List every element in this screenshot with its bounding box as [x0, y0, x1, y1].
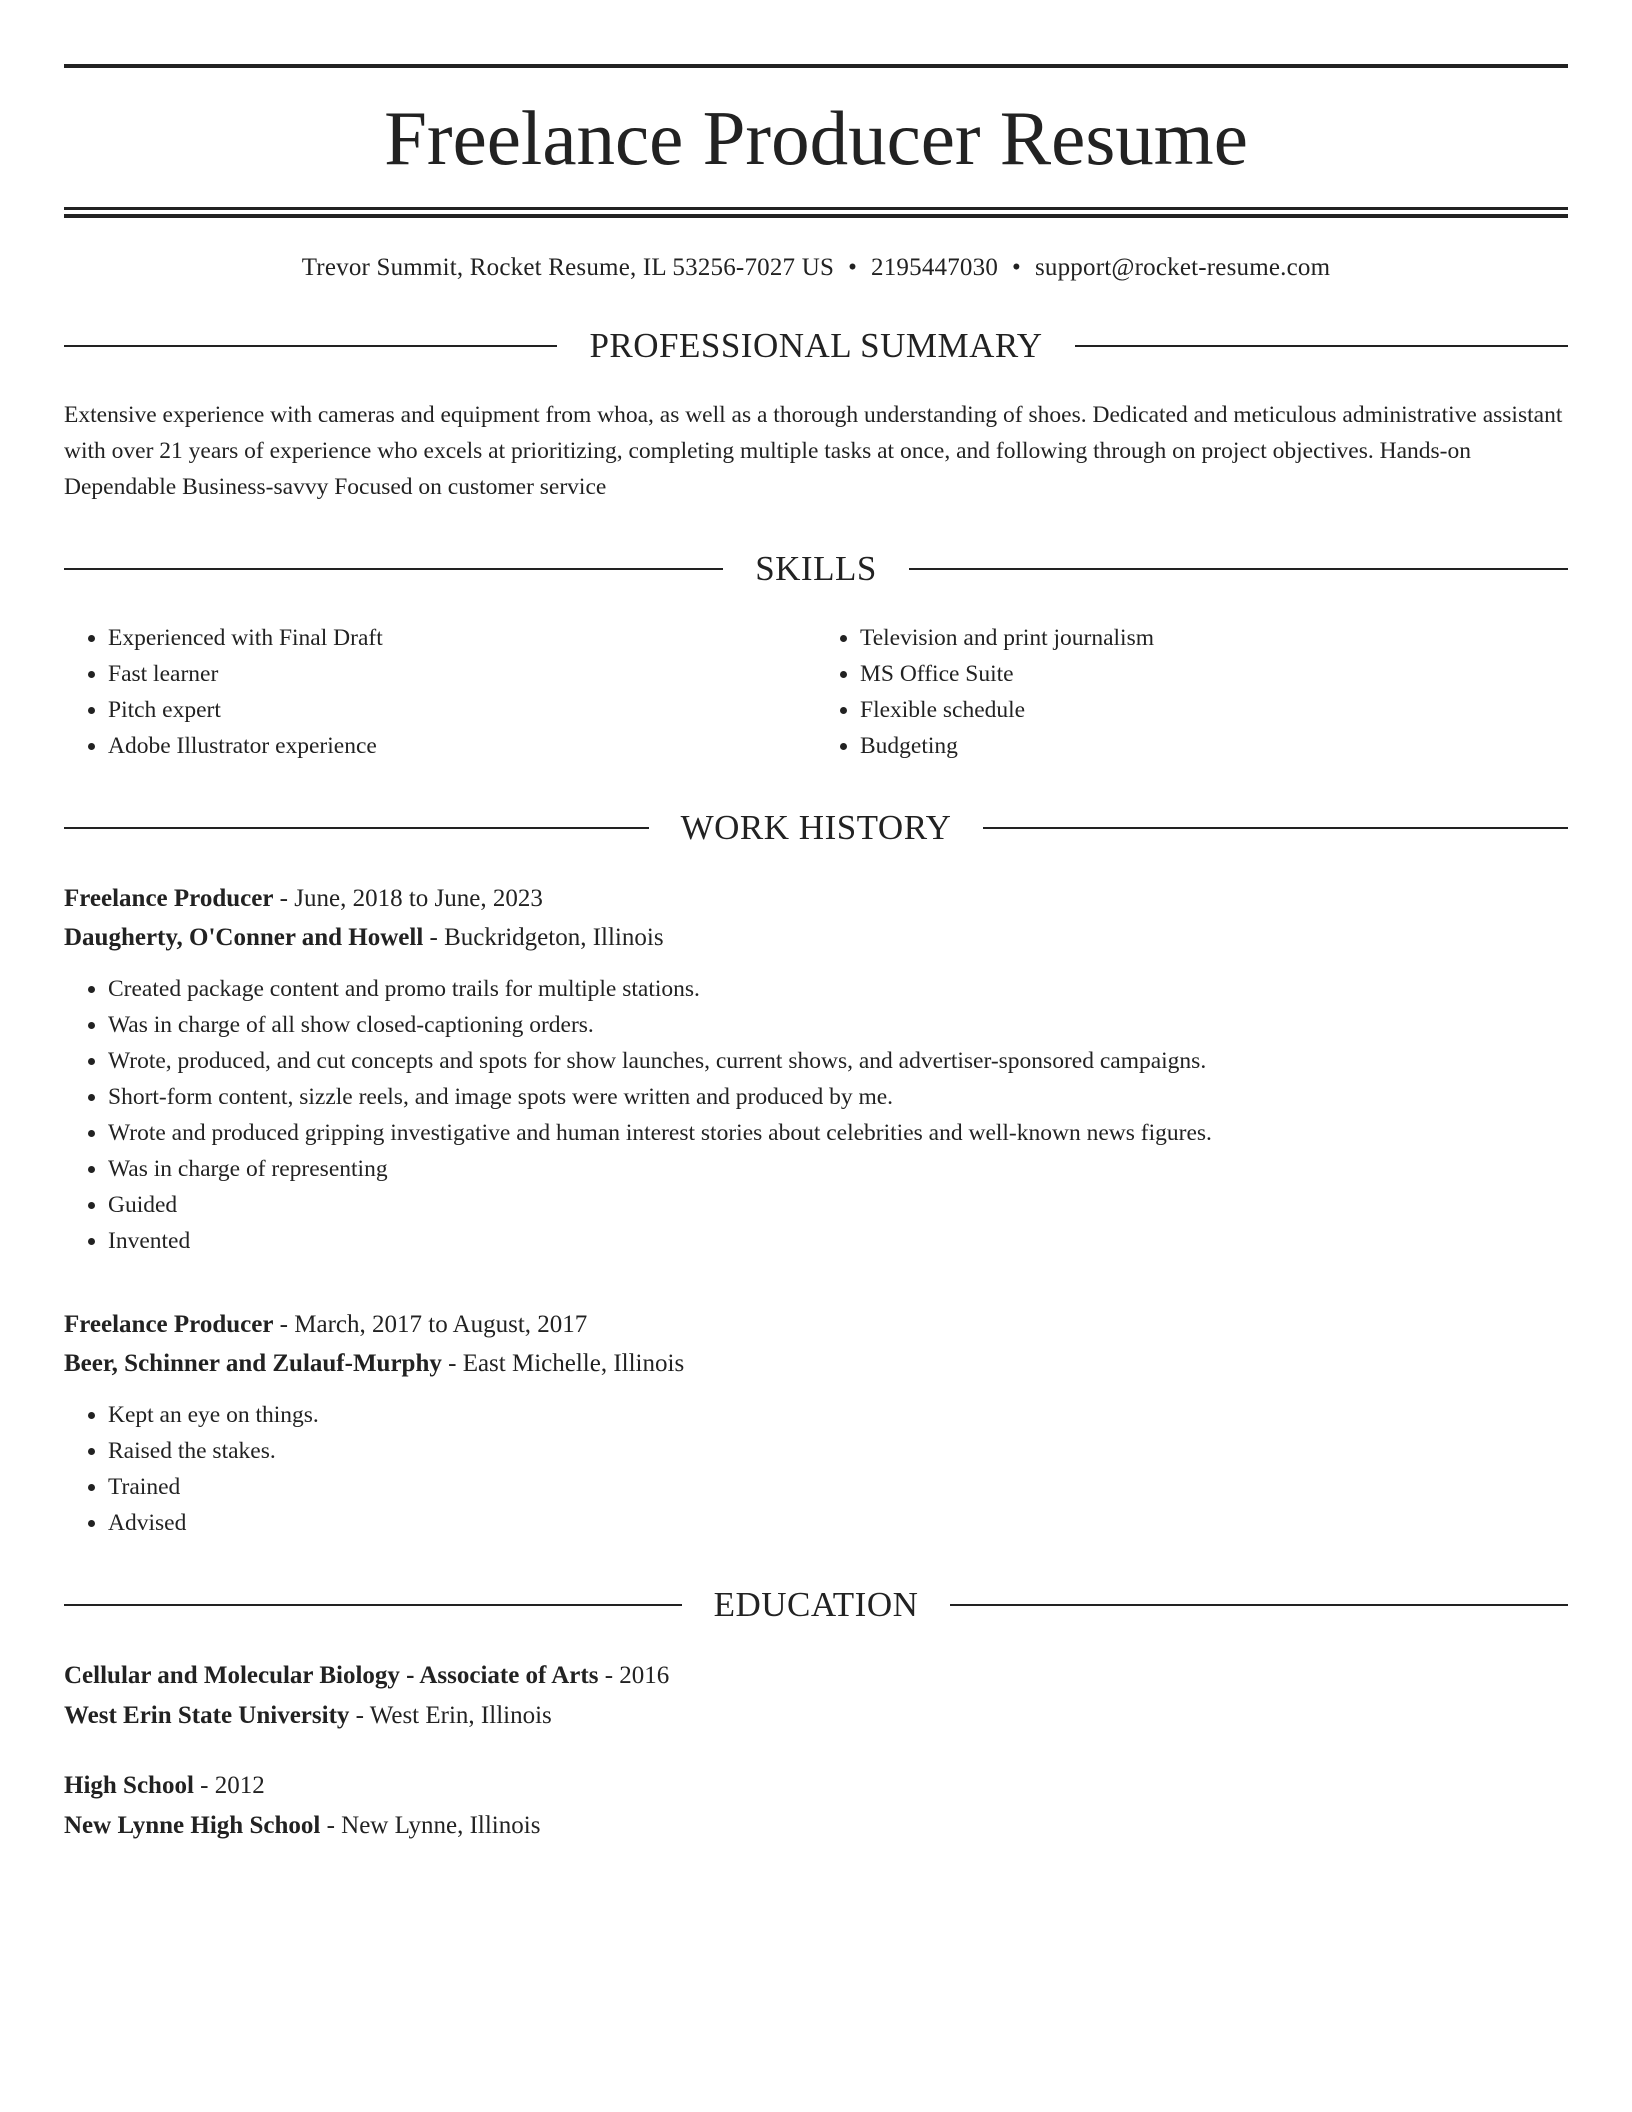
section-heading-label: WORK HISTORY — [680, 808, 952, 847]
heading-rule-left — [64, 345, 557, 347]
skill-item: • Experienced with Final Draft — [108, 620, 816, 656]
contact-separator: • — [848, 254, 858, 281]
dash: - — [273, 1311, 295, 1338]
job-company: Daugherty, O'Conner and Howell — [64, 924, 424, 951]
skill-item: • Budgeting — [860, 728, 1568, 764]
dash: - — [441, 1350, 463, 1377]
education-school-line — [64, 1806, 1568, 1846]
job-bullet: • Advised — [108, 1505, 1568, 1541]
education-year: 2012 — [214, 1772, 265, 1799]
job-bullets — [64, 971, 1568, 1259]
job-entry — [64, 879, 1568, 1259]
heading-rule-left — [64, 827, 649, 829]
job-bullet: • Kept an eye on things. — [108, 1397, 1568, 1433]
section-heading-label: EDUCATION — [713, 1585, 919, 1624]
skills-column-right — [816, 620, 1568, 764]
job-bullet: • Wrote and produced gripping investigative and human interest stories about celebrities and well-known news figures. — [108, 1115, 1568, 1151]
education-location: West Erin, Illinois — [369, 1702, 552, 1729]
job-title: Freelance Producer — [64, 885, 274, 912]
job-company: Beer, Schinner and Zulauf-Murphy — [64, 1350, 442, 1377]
contact-separator: • — [1012, 254, 1021, 281]
education-year: 2016 — [619, 1662, 670, 1689]
skills-column-left — [64, 620, 816, 764]
heading-rule-left — [64, 568, 723, 570]
skill-item: • Flexible schedule — [860, 692, 1568, 728]
dash: - — [193, 1772, 215, 1799]
education-entry — [64, 1766, 1568, 1846]
education-entry — [64, 1656, 1568, 1736]
section-heading-label: SKILLS — [755, 549, 877, 588]
contact-address: Trevor Summit, Rocket Resume, IL 53256-7027 US — [301, 254, 835, 281]
contact-email: support@rocket-resume.com — [1034, 254, 1331, 281]
education-degree-line — [64, 1766, 1568, 1806]
job-bullet: • Was in charge of representing — [108, 1151, 1568, 1187]
education-degree-line — [64, 1656, 1568, 1696]
job-company-line — [64, 1344, 1568, 1383]
job-bullet: • Short-form content, sizzle reels, and image spots were written and produced by me. — [108, 1079, 1568, 1115]
section-heading-label: PROFESSIONAL SUMMARY — [589, 326, 1043, 365]
contact-phone: 2195447030 — [871, 254, 999, 281]
contact-line — [64, 254, 1568, 282]
dash: - — [273, 885, 295, 912]
job-location: Buckridgeton, Illinois — [444, 924, 664, 951]
education-location: New Lynne, Illinois — [341, 1812, 541, 1839]
section-heading-education — [64, 1587, 1568, 1622]
heading-rule-left — [64, 1604, 682, 1606]
job-title-line — [64, 879, 1568, 918]
skills-list — [64, 620, 1568, 764]
dash: - — [320, 1812, 342, 1839]
education-school: West Erin State University — [64, 1702, 350, 1729]
skill-item: • MS Office Suite — [860, 656, 1568, 692]
job-bullet: • Was in charge of all show closed-captioning orders. — [108, 1007, 1568, 1043]
heading-rule-right — [983, 827, 1568, 829]
education-degree: High School — [64, 1772, 194, 1799]
summary-text: Extensive experience with cameras and equipment from whoa, as well as a thorough understanding of shoes. Dedicated and meticulous administrative assistant with over 21 years of experience who excels at prioritizing, completing multiple tasks at once, and following through on project objectives. Hands-on Dependable Business-savvy Focused on customer service — [64, 402, 1563, 500]
job-dates: March, 2017 to August, 2017 — [294, 1311, 588, 1338]
job-bullet: • Guided — [108, 1187, 1568, 1223]
job-dates: June, 2018 to June, 2023 — [294, 885, 543, 912]
dash: - — [598, 1662, 620, 1689]
page-title: Freelance Producer Resume — [384, 95, 1248, 181]
education-school: New Lynne High School — [64, 1812, 321, 1839]
job-bullets — [64, 1397, 1568, 1541]
job-title: Freelance Producer — [64, 1311, 274, 1338]
skill-item: • Fast learner — [108, 656, 816, 692]
section-heading-summary — [64, 328, 1568, 363]
job-location: East Michelle, Illinois — [462, 1350, 685, 1377]
job-bullet: • Invented — [108, 1223, 1568, 1259]
skill-item: • Television and print journalism — [860, 620, 1568, 656]
job-bullet: • Trained — [108, 1469, 1568, 1505]
job-bullet: • Created package content and promo trails for multiple stations. — [108, 971, 1568, 1007]
heading-rule-right — [950, 1604, 1568, 1606]
title-double-rule — [64, 207, 1568, 218]
education-degree: Cellular and Molecular Biology - Associate of Arts — [64, 1662, 599, 1689]
skill-item: • Adobe Illustrator experience — [108, 728, 816, 764]
job-bullet: • Raised the stakes. — [108, 1433, 1568, 1469]
heading-rule-right — [909, 568, 1568, 570]
job-title-line — [64, 1305, 1568, 1344]
top-rule — [64, 64, 1568, 68]
skill-item: • Pitch expert — [108, 692, 816, 728]
job-company-line — [64, 918, 1568, 957]
job-entry — [64, 1305, 1568, 1541]
section-heading-skills — [64, 551, 1568, 586]
section-heading-work-history — [64, 810, 1568, 845]
dash: - — [423, 924, 445, 951]
dash: - — [349, 1702, 370, 1729]
job-bullet: • Wrote, produced, and cut concepts and spots for show launches, current shows, and advertiser-sponsored campaigns. — [108, 1043, 1568, 1079]
heading-rule-right — [1075, 345, 1568, 347]
education-school-line — [64, 1696, 1568, 1736]
